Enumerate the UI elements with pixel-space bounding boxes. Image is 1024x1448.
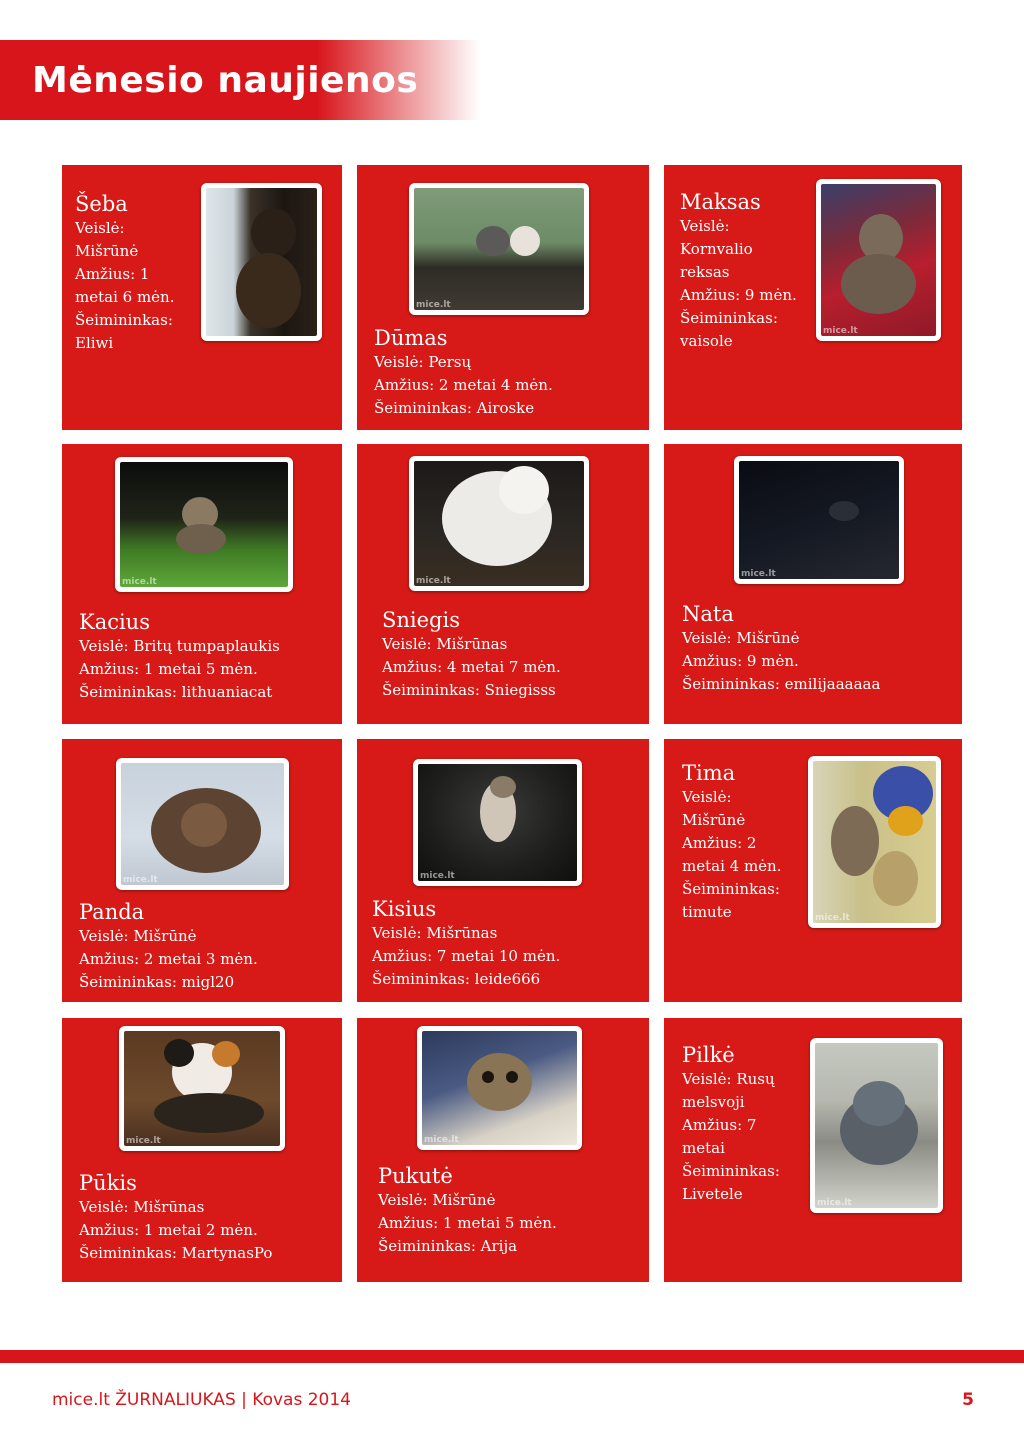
watermark: mice.lt xyxy=(741,569,776,579)
cat-line: Amžius: 2 metai 3 mėn. xyxy=(79,950,258,968)
cat-photo xyxy=(201,183,322,341)
cat-info xyxy=(79,609,280,704)
cat-line: Amžius: 9 mėn. xyxy=(680,286,797,304)
cat-line: Šeimininkas: Arija xyxy=(378,1237,518,1255)
cat-name: Dūmas xyxy=(374,326,448,350)
cat-photo xyxy=(115,457,293,592)
cat-line: Amžius: 1 xyxy=(75,265,150,283)
cat-line: Šeimininkas: leide666 xyxy=(372,970,541,988)
cat-line: Veislė: Britų tumpaplaukis xyxy=(79,637,280,655)
cat-card-tima xyxy=(664,739,962,1002)
watermark: mice.lt xyxy=(817,1198,852,1208)
cat-line: Amžius: 7 metai 10 mėn. xyxy=(372,947,561,965)
cat-info xyxy=(682,1042,780,1206)
cat-name: Panda xyxy=(79,900,145,924)
cat-line: Šeimininkas: migl20 xyxy=(79,973,235,991)
cat-photo xyxy=(409,456,589,591)
cat-info xyxy=(382,607,561,702)
cat-card-dumas xyxy=(357,165,649,430)
cat-name: Sniegis xyxy=(382,608,460,632)
cat-name: Pukutė xyxy=(378,1164,453,1188)
cat-line: Amžius: 1 metai 5 mėn. xyxy=(378,1214,557,1232)
cat-photo xyxy=(417,1026,582,1150)
cat-line: Šeimininkas: Sniegisss xyxy=(382,681,556,699)
cat-photo xyxy=(119,1026,285,1151)
cat-photo xyxy=(734,456,904,584)
watermark: mice.lt xyxy=(420,871,455,881)
cat-card-maksas xyxy=(664,165,962,430)
cat-line: melsvoji xyxy=(682,1093,745,1111)
cat-info xyxy=(372,896,560,991)
cat-name: Maksas xyxy=(680,190,761,214)
cat-line: Veislė: xyxy=(682,788,732,806)
cat-line: Amžius: 9 mėn. xyxy=(682,652,799,670)
watermark: mice.lt xyxy=(126,1136,161,1146)
cat-line: Šeimininkas: MartynasPo xyxy=(79,1244,273,1262)
cat-info xyxy=(79,1170,272,1265)
cat-card-sniegis xyxy=(357,444,649,724)
cat-line: Livetele xyxy=(682,1185,743,1203)
cat-name: Pilkė xyxy=(682,1043,735,1067)
cat-line: vaisole xyxy=(680,332,733,350)
page-title: Mėnesio naujienos xyxy=(32,60,419,101)
cat-info xyxy=(682,601,880,696)
cat-line: Amžius: 4 metai 7 mėn. xyxy=(382,658,561,676)
cat-name: Pūkis xyxy=(79,1171,137,1195)
cat-photo xyxy=(808,756,941,928)
cat-line: Amžius: 2 xyxy=(682,834,757,852)
cat-line: Veislė: Mišrūnė xyxy=(378,1191,496,1209)
footer-divider xyxy=(0,1350,1024,1363)
cat-line: Amžius: 1 metai 5 mėn. xyxy=(79,660,258,678)
cat-info xyxy=(682,760,781,924)
cat-card-panda xyxy=(62,739,342,1002)
footer-title: mice.lt ŽURNALIUKAS | Kovas 2014 xyxy=(52,1390,351,1410)
watermark: mice.lt xyxy=(416,300,451,310)
cat-photo xyxy=(413,759,582,886)
cat-line: Veislė: xyxy=(75,219,125,237)
cat-name: Šeba xyxy=(75,192,128,216)
cat-info xyxy=(374,325,553,420)
cat-line: Šeimininkas: xyxy=(682,1162,780,1180)
watermark: mice.lt xyxy=(815,913,850,923)
cat-line: Veislė: Mišrūnas xyxy=(79,1198,205,1216)
watermark: mice.lt xyxy=(424,1135,459,1145)
cat-info xyxy=(680,189,797,353)
cat-line: Veislė: Mišrūnė xyxy=(682,629,800,647)
cat-line: Šeimininkas: Airoske xyxy=(374,399,535,417)
cat-line: reksas xyxy=(680,263,730,281)
cat-line: Šeimininkas: xyxy=(682,880,780,898)
cat-photo xyxy=(810,1038,943,1213)
cat-line: Eliwi xyxy=(75,334,114,352)
cat-info xyxy=(79,899,258,994)
cat-photo xyxy=(816,179,941,341)
cat-line: metai 6 mėn. xyxy=(75,288,175,306)
cat-line: metai 4 mėn. xyxy=(682,857,782,875)
watermark: mice.lt xyxy=(123,875,158,885)
cat-line: Veislė: Mišrūnas xyxy=(372,924,498,942)
watermark: mice.lt xyxy=(122,577,157,587)
cat-line: Šeimininkas: xyxy=(680,309,778,327)
page-number: 5 xyxy=(962,1390,974,1410)
cat-line: Veislė: xyxy=(680,217,730,235)
cat-info xyxy=(75,191,174,355)
cat-line: Veislė: Persų xyxy=(374,353,472,371)
watermark: mice.lt xyxy=(416,576,451,586)
cat-line: Amžius: 1 metai 2 mėn. xyxy=(79,1221,258,1239)
header-banner xyxy=(0,40,480,120)
cat-line: Šeimininkas: lithuaniacat xyxy=(79,683,273,701)
cat-name: Nata xyxy=(682,602,734,626)
cat-line: timute xyxy=(682,903,732,921)
cat-card-seba xyxy=(62,165,342,430)
cat-line: metai xyxy=(682,1139,725,1157)
cat-line: Veislė: Rusų xyxy=(682,1070,775,1088)
cat-photo xyxy=(409,183,589,315)
cat-name: Kisius xyxy=(372,897,437,921)
cat-line: Šeimininkas: emilijaaaaaa xyxy=(682,675,881,693)
cat-line: Mišrūnė xyxy=(682,811,746,829)
cat-line: Amžius: 2 metai 4 mėn. xyxy=(374,376,553,394)
cat-line: Veislė: Mišrūnas xyxy=(382,635,508,653)
cat-card-nata xyxy=(664,444,962,724)
cat-name: Kacius xyxy=(79,610,150,634)
cat-card-pukute xyxy=(357,1018,649,1282)
cat-card-pilke xyxy=(664,1018,962,1282)
cat-card-pukis xyxy=(62,1018,342,1282)
cat-photo xyxy=(116,758,289,890)
cat-info xyxy=(378,1163,557,1258)
cat-line: Kornvalio xyxy=(680,240,753,258)
cat-line: Amžius: 7 xyxy=(682,1116,757,1134)
cat-card-kacius xyxy=(62,444,342,724)
cat-line: Šeimininkas: xyxy=(75,311,173,329)
cat-name: Tima xyxy=(682,761,736,785)
cat-card-kisius xyxy=(357,739,649,1002)
watermark: mice.lt xyxy=(823,326,858,336)
cat-line: Mišrūnė xyxy=(75,242,139,260)
cat-line: Veislė: Mišrūnė xyxy=(79,927,197,945)
